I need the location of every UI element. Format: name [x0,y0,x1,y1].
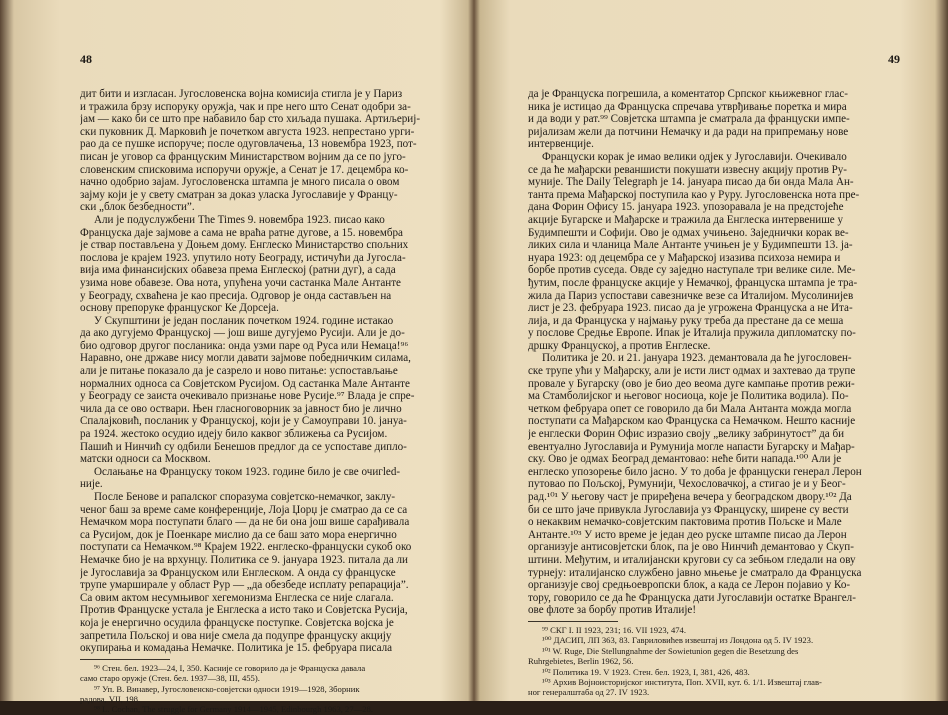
text-line: Наравно, оне државе нису могли давати зајмове победничким силама, [80,352,411,365]
text-line: четком фебруара опет се говорило да би Мала Антанта можда могла [528,402,852,415]
text-line: Немачке био је на врхунцу. Политика се 9. јануара 1923. питала да ли [80,553,408,566]
text-line: Француски корак је имао велики одјек у Југославији. Очекивало [542,150,847,163]
text-line: муније. The Daily Telegraph је 14. јануара писао да би онда Мала Ан- [528,176,854,189]
text-line: вија има финансијских обавеза према Енглеској (ратни дуг), а сада [80,264,396,277]
text-line: ску. Ово је одмах Београд демантовао: неће бити напада.¹⁰⁰ Али је [528,453,842,466]
text-line: да је Француска погрешила, а коментатор Српског књижевног глас- [528,88,848,100]
text-line: ликих сила и чланица Мале Антанте учињен је у Будимпешти 13. ја- [528,239,853,252]
text-line: енглеско упозорење било јасно. У то доба је француски генерал Лерон [528,465,862,478]
text-line: У Скупштини је један посланик почетком 1924. године истакао [94,314,394,327]
footnote-line: само старо оружје (Стен. бел. 1937—38, III, 455). [80,673,260,684]
text-line: поступати са Мађарском као Француска са Немачком. Нешто касније [528,415,856,428]
text-line: ђутим, после француске акције у Немачкој, француска штампа је тра- [528,276,858,289]
text-line: Али је подуслужбени The Times 9. новембра 1923. писао како [94,213,385,226]
text-line: лија, и да Француска у најмању руку треба да престане да се меша [528,314,844,327]
text-line: Спалајковић, посланик у Француској, који је у Самоуправи 10. јануа- [80,415,407,428]
text-line: рад.¹⁰¹ У његову част је приређена вечера у београдском двору.¹⁰² Да [528,491,852,503]
footnote-line: ⁹⁶ Стен. бел. 1923—24, I, 350. Касније се говорило да је Француска давала [94,662,366,673]
text-line: узима нове обавезе. Ова нота, упућена уочи састанка Мале Антанте [80,276,401,289]
text-line: интервенције. [528,138,594,151]
text-line: евентуално Југославија и Румунија могле напасти Бугарску и Мађар- [528,440,855,453]
text-line: лист је 23. фебруара 1923. писао да је угрожена Француска а не Ита- [528,302,853,315]
page-number-left: 48 [80,52,92,66]
text-line: Француска даје зајмове а сама не враћа ратне дугове, а 15. новембра [80,226,403,239]
text-line: зајму који је у свету сматран за доказ уласка Југославије у Францу- [80,188,398,201]
text-line: Немачком мора поступати благо — да не би она још више сарађивала [80,516,410,529]
footnotes [80,663,452,715]
text-line: После Бенове и рапалског споразума совјетско-немачког, заклу- [94,491,396,503]
text-line: дана Форин Офису 15. јануара 1923. упозоравала је на предстојеће [528,201,844,214]
footnote-line: Ruhrgebietes, Berlin 1962, 56. [528,656,634,667]
text-line: тору, говорило се да ће Француска дати Југославији остатке Врангел- [528,591,856,604]
text-line: нуара 1923: од децембра се у Мађарској изазива психоза немира и [528,251,841,264]
text-line: ника је истицао да Француска спречава утврђивање поретка и мира [528,100,847,113]
footnote-line: ⁹⁷ Уп. В. Винавер, Југословенско-совјетски односи 1919—1928, Зборник [94,683,360,694]
text-line: Са овим актом несумњивог хегемонизма Енглеска се није слагала. [80,591,394,604]
text-line: жила да Париз успостави савезничке везе са Италијом. Мусолинијев [528,289,854,302]
text-line: трупе умарширале у област Рур — „да обезбеде исплату репарација”. [80,579,409,592]
text-line: која је енергично осудила француске поступке. Совјетска војска је [80,616,394,629]
text-line: у Београду се заиста очекивало признање нове Русије.⁹⁷ Влада је спре- [80,390,415,403]
text-line: организује свој средњоевропски блок, а када се Лерон појавио у Ко- [528,579,851,592]
footnote-line: ⁹⁹ СКГ I. II 1923, 231; 16. VII 1923, 474. [542,624,686,635]
text-line: није. [80,478,103,491]
text-line: био одговор другог посланика: онда узми паре од Руса или Немаца!⁹⁶ [80,339,409,352]
footnote-line: ¹⁰¹ W. Ruge, Die Stellungnahme der Sowietunion gegen die Besetzung des [542,645,799,656]
text-line: матски односи са Москвом. [80,453,211,466]
text-line: је енглески Форин Офис изразио своју „велику забринутост” да би [528,428,845,441]
text-line: провале у Бугарску (ово је био део веома дуге кампање против режи- [528,377,855,390]
footnote-line: ¹⁰² Политика 19. V 1923. Стен. бел. 1923, I, 381, 426, 483. [542,666,750,677]
footnote-rule [80,659,170,660]
text-line: се да ће мађарски реваншисти покушати извесну акцију против Ру- [528,163,848,176]
text-line: Будимпешти и Софији. Ово је одмах учињено. Заједнички корак ве- [528,226,849,239]
text-line: Политика је 20. и 21. јануара 1923. демантовала да ће југословен- [542,352,852,365]
text-line: и да води у рат.⁹⁹ Совјетска штампа је сматрала да француски импе- [528,113,850,126]
footnote-rule [528,621,618,622]
text-line: послова је крајем 1923. упутило ноту Београду, истичући да Југосла- [80,251,406,264]
right-body-text [528,88,900,698]
text-line: и тражила брзу испоруку оружја, чак и пре него што Сенат одобри за- [80,100,411,113]
text-line: Ослањање на Француску током 1923. године било је све очигled- [94,465,401,478]
text-line: јам — како би се што пре набавило бар сто хиљада пушака. Артиљериј- [80,113,421,126]
text-line: ске трупе ући у Мађарску, али је исти лист одмах и захтевао да трупе [528,365,856,378]
text-line: турнеју: италијанско службено јавно мњење је сматрало да Француска [528,566,862,579]
text-line: Пашић и Нинчић су одбили Бенешов предлог да се успоставе дипло- [80,440,407,453]
text-line: али је питање показало да је сазрело и ново питање: успостављање [80,365,398,378]
text-line: ченог баш за време саме конференције, Лоја Џорџ је сматрао да се са [80,503,408,516]
text-line: о некаквим немачко-совјетским пактовима против Пољске и Мале [528,516,842,529]
text-line: запретила Пољској и ова није смела да подупре француску акцију [80,629,392,642]
text-line: у послове Средње Европе. Ипак је Италија пружила дипломатску по- [528,327,856,340]
text-line: Против Француске устала је Енглеска а исто тако и Совјетска Русија, [80,604,408,617]
footnote-line: ⁹⁸ L. Cochan, The struggle for Germany 1914—1945, Edinbourgh 1963, 27—28. [94,704,373,715]
text-line: ове флоте за борбу против Италије! [528,604,697,617]
footnote-line: ног генералштаба од 27. IV 1923. [528,687,650,698]
left-body-text [80,88,452,715]
footnote-line: радова, VII, 198. [80,693,141,704]
text-line: је ствар постављена у Доњем дому. Енглеско Министарство спољних [80,239,409,252]
text-line: чила да се ово оствари. Њен гласноговорник за јавност био је лично [80,402,402,415]
text-line: организује антисовјетски блок, па је ово Нинчић демантовао у Скуп- [528,541,854,554]
text-line: ријализам жели да потчини Немачку и да ради на припремању нове [528,125,849,138]
text-line: рао да се пушке испоруче; после одуговлачења, 13 новембра 1923, пот- [80,138,417,151]
text-line: дит бити и изгласан. Југословенска војна комисија стигла је у Париз [80,88,403,100]
text-line: начно одобрио зајам. Југословенска штампа је много писала о овом [80,176,400,189]
text-line: ски „блок безбедности”. [80,201,195,214]
text-line: писан је уговор са француским Министарством војним да се по југо- [80,150,406,163]
text-line: дршку Француској, а против Енглеске. [528,339,711,352]
text-line: у Београду, схваћена је као пресија. Одговор је онда састављен на [80,289,392,302]
text-line: словенским списковима испоручи оружје, а Сенат је 17. децембра ко- [80,163,409,176]
footnote-line: ¹⁰³ Архив Војноисторијског института, Поп. XVII, кут. 6. 1/1. Извештај глав- [542,676,822,687]
text-line: ски пуковник Д. Марковић је почетком августа 1923. непрестано урги- [80,125,415,138]
page-number-right: 49 [888,52,900,66]
text-line: окупирања и комадања Немачке. Политика је 15. фебруара писала [80,642,393,655]
text-line: путовао по Пољској, Румунији, Чехословачкој, а стигао је и у Беог- [528,478,846,491]
text-line: нормалних односа са Совјетском Русијом. Од састанка Мале Антанте [80,377,410,390]
text-line: борбе против суседа. Овде су заједно наступале три велике силе. Ме- [528,264,856,277]
text-line: танта према Мађарској поступила као у Руру. Југословенска нота пре- [528,188,860,201]
text-line: основу препоруке француског Ке Дорсеја. [80,302,279,315]
text-line: Антанте.¹⁰³ У исто време је један део руске штампе писао да Лерон [528,528,847,541]
text-line: акције Бугарске и Мађарске и тражила да Енглеска интервенише у [528,213,843,226]
text-line: је Југославија за Француском или Енглеском. А онда су француске [80,566,396,579]
text-line: да ако дугујемо Француској — још више дугујемо Русији. Али је до- [80,327,405,340]
text-line: ра 1924. жестоко осудио идеју било каквог зближења са Русијом. [80,428,388,441]
footnote-line: ¹⁰⁰ ДАСИП, ЛП 363, 83. Гавриловићев извештај из Лондона од 5. IV 1923. [542,635,814,646]
footnotes [528,625,900,698]
text-line: поступати са Немачком.⁹⁸ Крајем 1922. енглеско-француски сукоб око [80,541,412,554]
text-line: са Русијом, док је Поенкаре мислио да се баш зато мора енергично [80,528,397,541]
text-line: штини. Међутим, и италијански кругови су са зебњом гледали на ову [528,553,856,566]
text-line: би се што јаче привукла Југославија уз Француску, ширене су вести [528,503,849,516]
text-line: ма Стамболијског и његовог носиоца, које је Политика водила). По- [528,390,849,403]
